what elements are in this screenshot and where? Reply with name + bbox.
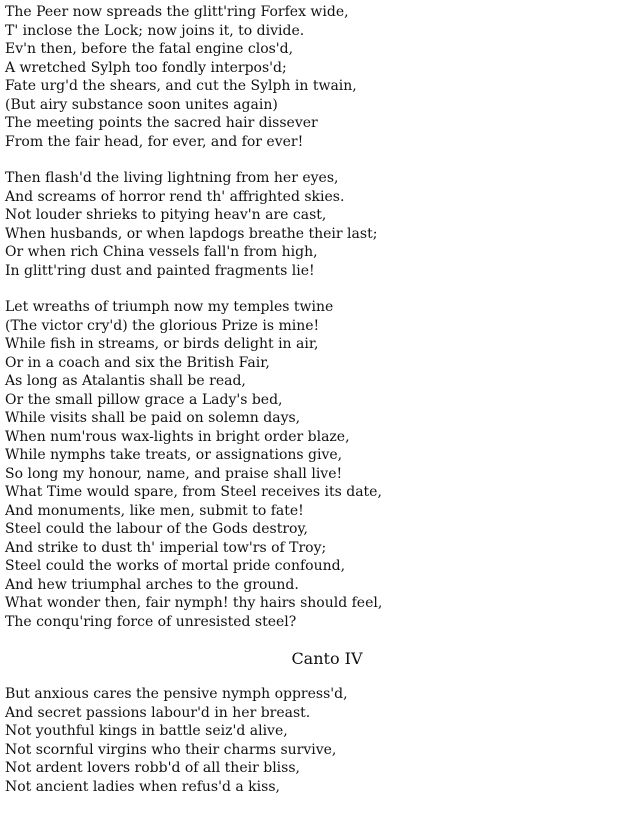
poem-line: Then flash'd the living lightning from her eyes,	[5, 170, 339, 186]
poem-line: When husbands, or when lapdogs breathe their last;	[5, 225, 378, 242]
poem-line: What Time would spare, from Steel receives its date,	[5, 484, 382, 500]
poem-line: When num'rous wax-lights in bright order blaze,	[5, 428, 350, 445]
poem-line: Or when rich China vessels fall'n from high,	[5, 244, 318, 260]
poem-line: Not scornful virgins who their charms survive,	[5, 741, 337, 758]
poem-line: Or the small pillow grace a Lady's bed,	[5, 391, 283, 408]
stanza	[5, 685, 625, 796]
poem-line: The meeting points the sacred hair dissever	[5, 115, 318, 131]
poem-line: Let wreaths of triumph now my temples twine	[5, 299, 334, 315]
poem-line: While nymphs take treats, or assignations give,	[5, 447, 343, 463]
poem-line: So long my honour, name, and praise shall live!	[5, 465, 343, 482]
poem-line: While visits shall be paid on solemn days,	[5, 410, 301, 426]
poem-line: But anxious cares the pensive nymph oppress'd,	[5, 686, 348, 702]
poem-line: And strike to dust th' imperial tow'rs of Troy;	[5, 539, 327, 556]
poem-line: A wretched Sylph too fondly interpos'd;	[5, 59, 287, 76]
poem-section-before	[5, 3, 625, 631]
poem-line: In glitt'ring dust and painted fragments lie!	[5, 262, 315, 279]
stanza	[5, 298, 625, 631]
stanza	[5, 3, 625, 151]
poem-line: The Peer now spreads the glitt'ring Forfex wide,	[5, 4, 349, 20]
poem-line: Fate urg'd the shears, and cut the Sylph in twain,	[5, 78, 357, 94]
poem-line: As long as Atalantis shall be read,	[5, 373, 246, 389]
poem-line: Steel could the labour of the Gods destroy,	[5, 521, 308, 537]
poem-line: And secret passions labour'd in her breast.	[5, 704, 311, 721]
poem-section-after	[5, 685, 625, 796]
poem-line: Not ardent lovers robb'd of all their bliss,	[5, 760, 300, 776]
document-page	[5, 3, 625, 814]
poem-line: Steel could the works of mortal pride confound,	[5, 558, 346, 574]
poem-line: (The victor cry'd) the glorious Prize is mine!	[5, 317, 320, 334]
canto-heading: Canto IV	[291, 649, 363, 668]
stanza	[5, 169, 625, 280]
poem-line: And hew triumphal arches to the ground.	[5, 576, 299, 593]
poem-line: What wonder then, fair nymph! thy hairs should feel,	[5, 595, 383, 611]
poem-line: The conqu'ring force of unresisted steel?	[5, 613, 297, 630]
poem-line: While fish in streams, or birds delight in air,	[5, 336, 319, 352]
poem-line: (But airy substance soon unites again)	[5, 96, 278, 113]
poem-line: Not ancient ladies when refus'd a kiss,	[5, 778, 280, 795]
poem-line: From the fair head, for ever, and for ever!	[5, 133, 304, 150]
poem-line: Not louder shrieks to pitying heav'n are cast,	[5, 207, 327, 223]
poem-line: T' inclose the Lock; now joins it, to divide.	[5, 22, 305, 39]
poem-line: Not youthful kings in battle seiz'd alive,	[5, 723, 288, 739]
poem-line: Or in a coach and six the British Fair,	[5, 354, 270, 371]
poem-line: And screams of horror rend th' affrighted skies.	[5, 188, 345, 205]
poem-line: And monuments, like men, submit to fate!	[5, 502, 304, 519]
poem-line: Ev'n then, before the fatal engine clos'd,	[5, 41, 294, 57]
